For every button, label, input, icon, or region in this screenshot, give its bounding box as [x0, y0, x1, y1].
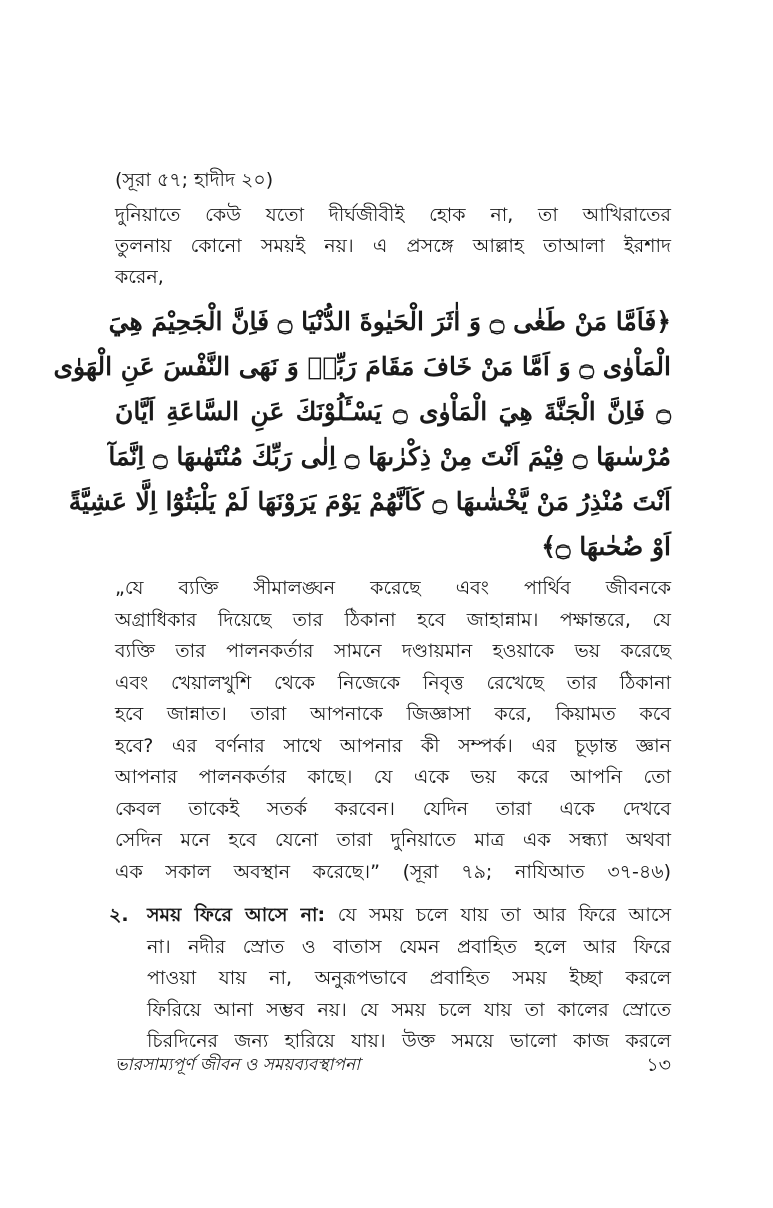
page-number: ১৩: [646, 1054, 671, 1076]
intro-line: করেন,: [115, 266, 164, 288]
arabic-line: ۝ فَاِنَّ الْجَنَّةَ هِيَ الْمَاْوٰى ۝ يَسْـَٔلُوْنَكَ عَنِ السَّاعَةِ اَيَّانَ: [115, 397, 671, 426]
translation-line: কেবল তাকেই সতর্ক করবেন। যেদিন তারা একে দেখবে: [115, 797, 671, 820]
translation-paragraph: [115, 573, 671, 888]
list-item-first-line: [147, 900, 671, 932]
list-text: যে সময় চলে যায় তা আর ফিরে আসে: [325, 904, 672, 926]
intro-line: তুলনায় কোনো সময়ই নয়। এ প্রসঙ্গে আল্লাহ তাআলা ইরশাদ: [115, 235, 671, 257]
intro-paragraph: [115, 200, 671, 293]
list-line: ফিরিয়ে আনা সম্ভব নয়। যে সময় চলে যায় তা কালের স্রোতে: [147, 998, 671, 1021]
list-line: পাওয়া যায় না, অনুরূপভাবে প্রবাহিত সময় ইচ্ছা করলে: [147, 967, 671, 989]
translation-line: এবং খেয়ালখুশি থেকে নিজেকে নিবৃত্ত রেখেছে তার ঠিকানা: [115, 671, 671, 694]
list-heading: সময় ফিরে আসে না:: [147, 904, 326, 926]
arabic-line: مُرْسٰىهَا ۝ فِيْمَ اَنْتَ مِنْ ذِكْرٰىهَا ۝ اِلٰى رَبِّكَ مُنْتَهٰىهَا ۝ اِنَّمَآ: [108, 442, 671, 471]
list-item-2: [109, 900, 672, 1058]
list-number: ২.: [109, 904, 129, 926]
arabic-line: ﴿فَاَمَّا مَنْ طَغٰى ۝ وَ اٰثَرَ الْحَيٰوةَ الدُّنْيَا ۝ فَاِنَّ الْجَحِيْمَ هِيَ: [108, 307, 671, 336]
book-title: ভারসাম্যপূর্ণ জীবন ও সময়ব্যবস্থাপনা: [115, 1055, 361, 1075]
arabic-line: الْمَاْوٰى ۝ وَ اَمَّا مَنْ خَافَ مَقَامَ رَبِّهٖ وَ نَهَى النَّفْسَ عَنِ الْهَوٰى: [53, 352, 671, 381]
translation-line: অগ্রাধিকার দিয়েছে তার ঠিকানা হবে জাহান্নাম। পক্ষান্তরে, যে: [115, 608, 671, 631]
list-line: না। নদীর স্রোত ও বাতাস যেমন প্রবাহিত হলে আর ফিরে: [147, 935, 671, 958]
arabic-line: اَنْتَ مُنْذِرُ مَنْ يَّخْشٰىهَا ۝ كَاَنَّهُمْ يَوْمَ يَرَوْنَهَا لَمْ يَلْبَثُوْٓا اِلَّا عَشِيَّةً: [68, 487, 671, 516]
translation-line: হবে? এর বর্ণনার সাথে আপনার কী সম্পর্ক। এর চূড়ান্ত জ্ঞান: [115, 734, 671, 757]
translation-line: ব্যক্তি তার পালনকর্তার সামনে দণ্ডায়মান হওয়াকে ভয় করেছে: [115, 640, 671, 662]
translation-line: আপনার পালনকর্তার কাছে। যে একে ভয় করে আপনি তো: [115, 766, 671, 788]
intro-line: দুনিয়াতে কেউ যতো দীর্ঘজীবীই হোক না, তা আখিরাতের: [115, 204, 671, 226]
translation-line: হবে জান্নাত। তারা আপনাকে জিজ্ঞাসা করে, কিয়ামত কবে: [115, 703, 671, 725]
page-body: [53, 165, 672, 1058]
translation-line: এক সকাল অবস্থান করেছে।” (সূরা ৭৯; নাযিআত ৩৭-৪৬): [115, 860, 671, 883]
list-line: চিরদিনের জন্য হারিয়ে যায়। উক্ত সময়ে ভালো কাজ করলে: [147, 1030, 671, 1052]
arabic-verse-block: [53, 299, 671, 569]
surah-reference: (সূরা ৫৭; হাদীদ ২০): [115, 169, 274, 191]
translation-line: „যে ব্যক্তি সীমালঙ্ঘন করেছে এবং পার্থিব জীবনকে: [115, 577, 671, 599]
translation-line: সেদিন মনে হবে যেনো তারা দুনিয়াতে মাত্র এক সন্ধ্যা অথবা: [115, 829, 671, 851]
arabic-line: اَوْ ضُحٰىهَا ۝﴾: [541, 532, 671, 561]
